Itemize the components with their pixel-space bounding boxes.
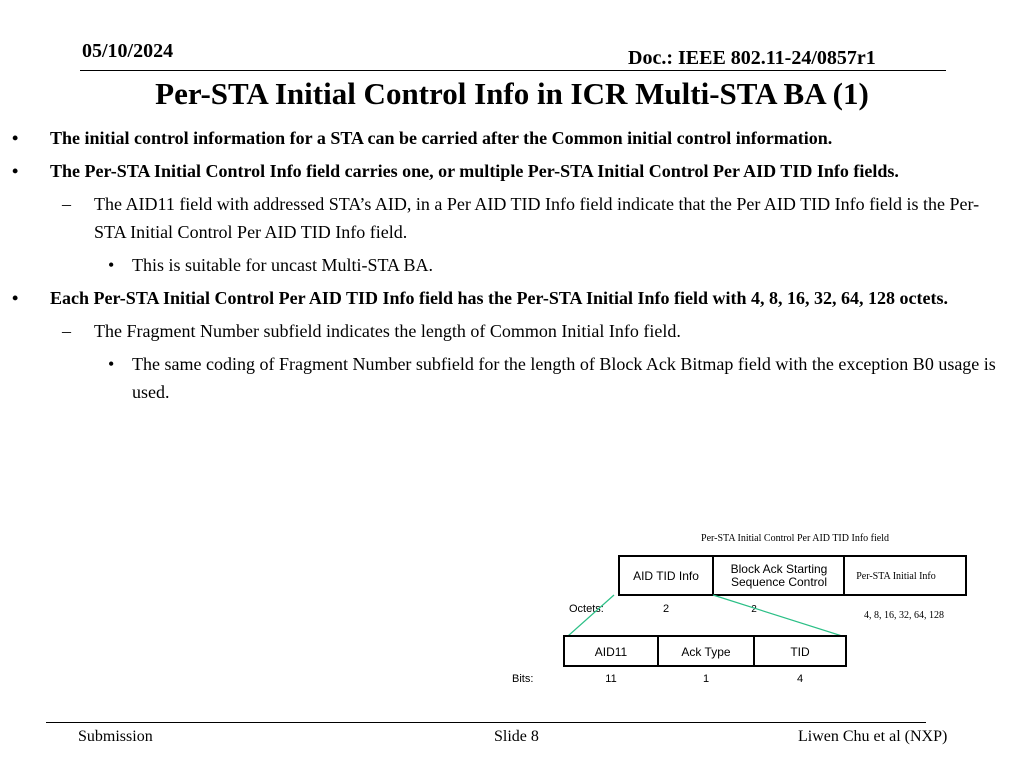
field-block-ack-ssc-line2: Sequence Control: [730, 575, 828, 589]
header-date: 05/10/2024: [82, 40, 174, 62]
bullet-text: The initial control information for a STA can be carried after the Common initial control information.: [50, 128, 833, 148]
bullet-text: The AID11 field with addressed STA’s AID, in a Per AID TID Info field indicate that the Per AID TID Info field is the Per-STA Initial Control Per AID TID Info field.: [94, 194, 980, 242]
octets-value: 2: [662, 603, 670, 615]
diagram-caption: Per-STA Initial Control Per AID TID Info field: [701, 533, 889, 544]
expand-line-right: [713, 595, 842, 636]
top-field-row: [619, 556, 966, 595]
footer-slide-number: Slide 8: [494, 728, 539, 745]
field-block-ack-ssc-line1: Block Ack Starting: [730, 562, 828, 576]
field-tid: TID: [790, 645, 810, 659]
bits-value: 1: [702, 673, 710, 685]
slide-title: Per-STA Initial Control Info in ICR Multi-STA BA (1): [155, 76, 869, 111]
octets-value: 2: [751, 604, 757, 615]
bullet-text: The Fragment Number subfield indicates the length of Common Initial Info field.: [94, 321, 681, 341]
bullet-marker: •: [12, 128, 19, 148]
bullet-text: Each Per-STA Initial Control Per AID TID Info field has the Per-STA Initial Info field with 4, 8, 16, 32, 64, 128 octets.: [50, 288, 949, 308]
footer-submission: Submission: [78, 728, 153, 745]
header-doc-id: Doc.: IEEE 802.11-24/0857r1: [628, 47, 876, 69]
field-aid11: AID11: [594, 645, 628, 659]
footer-rule: [46, 722, 926, 723]
dash-marker: –: [62, 321, 71, 341]
field-per-sta-initial-info: Per-STA Initial Info: [856, 571, 936, 582]
octets-label: Octets:: [569, 603, 604, 615]
bottom-field-row: [564, 636, 846, 666]
field-ack-type: Ack Type: [681, 645, 731, 659]
footer-author: Liwen Chu et al (NXP): [798, 728, 948, 745]
dash-marker: –: [62, 194, 71, 214]
field-aid-tid-info: AID TID Info: [633, 569, 699, 583]
bits-value: 11: [605, 673, 617, 685]
octets-value: 4, 8, 16, 32, 64, 128: [864, 610, 944, 621]
bullet-text: The Per-STA Initial Control Info field carries one, or multiple Per-STA Initial Control Per AID TID Info fields.: [50, 161, 899, 181]
bullet-text: This is suitable for uncast Multi-STA BA.: [132, 255, 434, 275]
expand-line-left: [568, 595, 614, 636]
bullet-marker: •: [108, 255, 115, 275]
bullet-marker: •: [12, 288, 19, 308]
bullet-marker: •: [108, 354, 115, 374]
bits-value: 4: [796, 673, 804, 685]
bullet-marker: •: [12, 161, 19, 181]
bits-label: Bits:: [512, 673, 534, 685]
bullet-text: The same coding of Fragment Number subfield for the length of Block Ack Bitmap field with the exception B0 usage is used.: [132, 354, 996, 402]
